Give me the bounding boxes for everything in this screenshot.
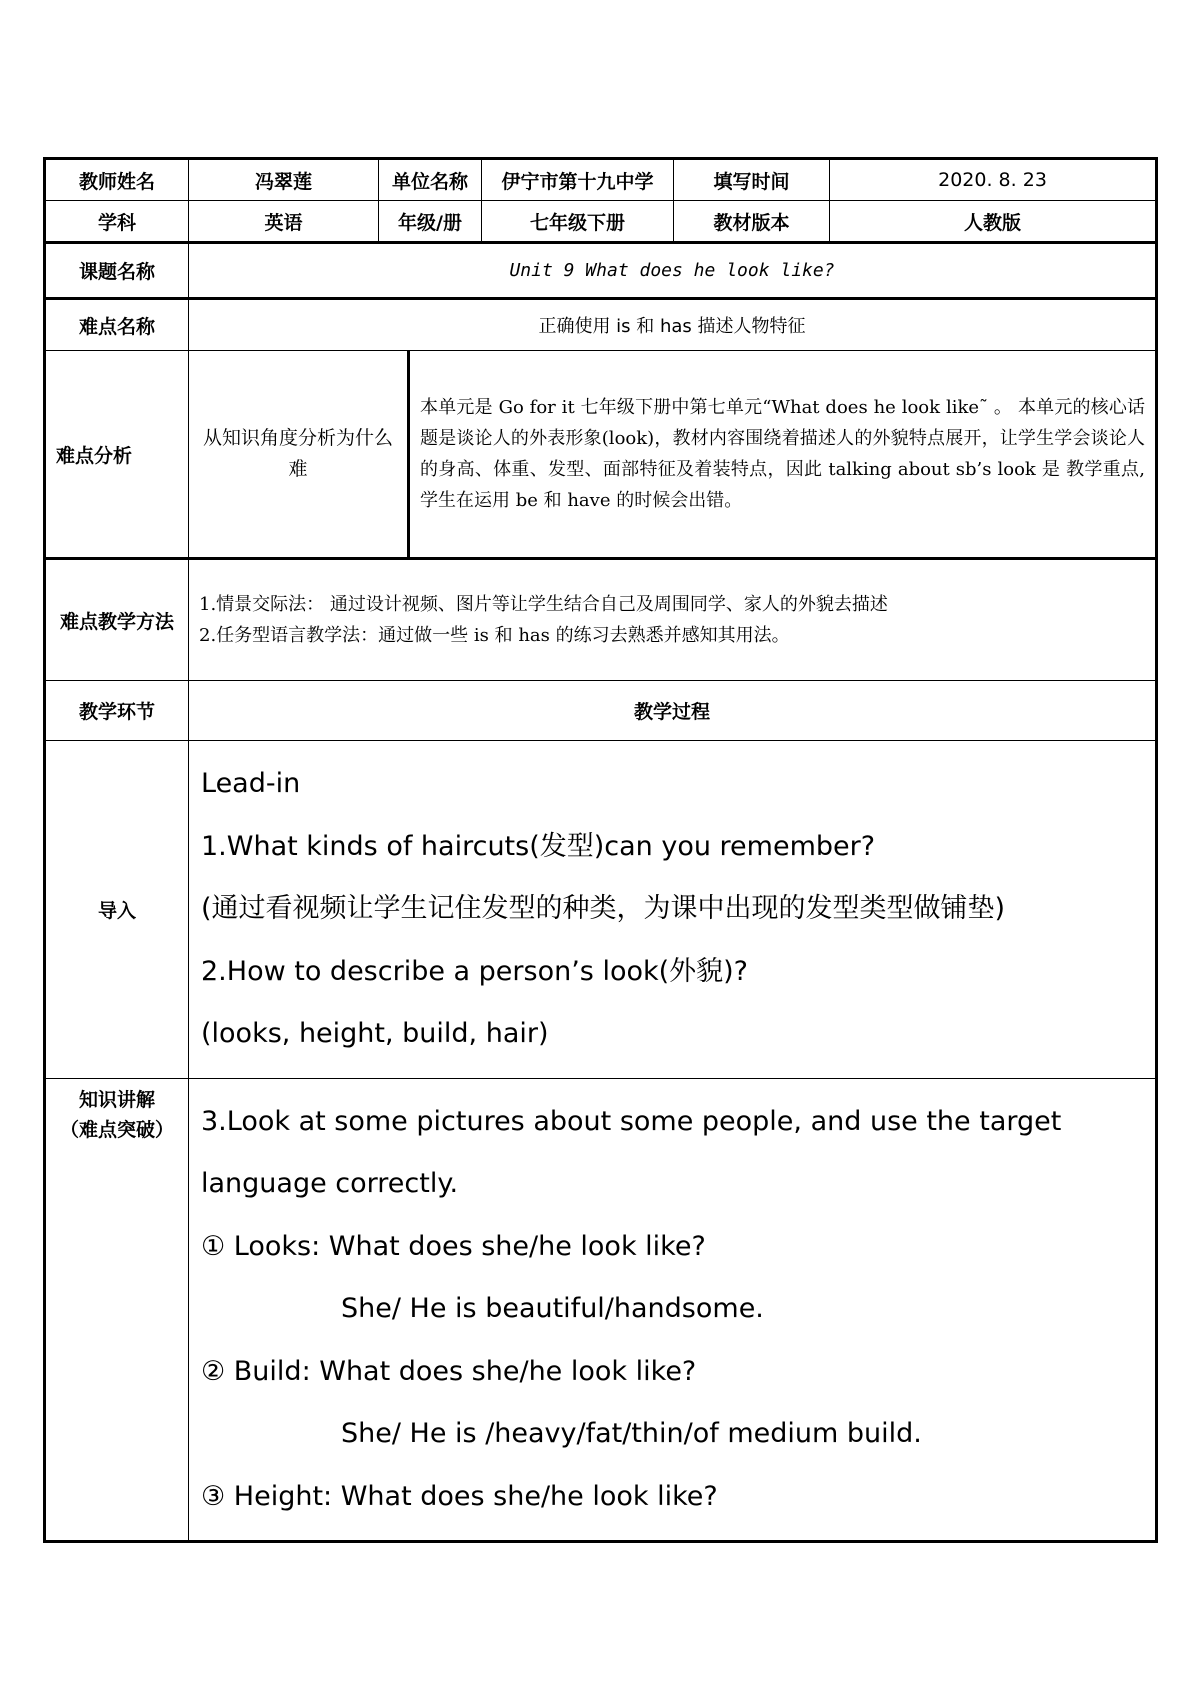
analysis-label: 难点分析 [45, 351, 189, 559]
edition-label: 教材版本 [674, 201, 830, 243]
intro-label-text: 导入 [97, 899, 136, 922]
grade-label: 年级/册 [379, 201, 482, 243]
intro-line-2: 1.What kinds of haircuts(发型)can you remember? [201, 830, 876, 862]
knowledge-line-1: 3.Look at some pictures about some people, and use the target [201, 1105, 1062, 1137]
topic-value: Unit 9 What does he look like? [189, 243, 1157, 299]
fill-date-value: 2020. 8. 23 [830, 159, 1157, 201]
unit-name-label: 单位名称 [379, 159, 482, 201]
edition-value: 人教版 [830, 201, 1157, 243]
intro-line-1: Lead-in [201, 768, 301, 799]
teacher-name-value: 冯翠莲 [189, 159, 379, 201]
stage-header-label: 教学环节 [45, 681, 189, 741]
knowledge-content [189, 1078, 1157, 1542]
difficulty-value: 正确使用 is 和 has 描述人物特征 [189, 299, 1157, 351]
method-label: 难点教学方法 [45, 559, 189, 681]
lesson-plan-table [43, 157, 1155, 1543]
knowledge-line-6: She/ He is /heavy/fat/thin/of medium build. [341, 1418, 922, 1449]
knowledge-label [45, 1078, 189, 1542]
intro-content [189, 741, 1157, 1079]
knowledge-line-2: language correctly. [201, 1168, 459, 1199]
analysis-text: 本单元是 Go for it 七年级下册中第七单元“What does he look like˜ 。 本单元的核心话题是谈论人的外表形象(look)，教材内容围绕着描述人的外貌特点展开，让学生学会谈论人的身高、体重、发型、面部特征及着装特点，因此 talking about sb’s look 是 教学重点,学生在运用 be 和 have 的时候会出错。 [409, 351, 1157, 559]
method-content [189, 559, 1157, 681]
grade-value: 七年级下册 [482, 201, 674, 243]
intro-line-4: 2.How to describe a person’s look(外貌)? [201, 955, 749, 987]
knowledge-line-4: She/ He is beautiful/handsome. [341, 1293, 764, 1324]
subject-value: 英语 [189, 201, 379, 243]
intro-line-3: (通过看视频让学生记住发型的种类，为课中出现的发型类型做铺垫) [201, 893, 1006, 924]
analysis-sub-label: 从知识角度分析为什么难 [189, 351, 409, 559]
teacher-name-label: 教师姓名 [45, 159, 189, 201]
knowledge-label-line-1: 知识讲解 [78, 1088, 155, 1111]
knowledge-line-7: ③ Height: What does she/he look like? [201, 1480, 718, 1512]
process-header-label: 教学过程 [189, 681, 1157, 741]
intro-line-5: (looks, height, build, hair) [201, 1018, 549, 1049]
knowledge-line-3: ① Looks: What does she/he look like? [201, 1230, 706, 1262]
unit-name-value: 伊宁市第十九中学 [482, 159, 674, 201]
fill-date-label: 填写时间 [674, 159, 830, 201]
subject-label: 学科 [45, 201, 189, 243]
method-line-1: 1.情景交际法： 通过设计视频、图片等让学生结合自己及周围同学、家人的外貌去描述 [199, 594, 888, 615]
knowledge-line-5: ② Build: What does she/he look like? [201, 1355, 697, 1387]
topic-label: 课题名称 [45, 243, 189, 299]
intro-label [45, 741, 189, 1079]
method-line-2: 2.任务型语言教学法：通过做一些 is 和 has 的练习去熟悉并感知其用法。 [199, 625, 790, 646]
difficulty-label: 难点名称 [45, 299, 189, 351]
knowledge-label-line-2: （难点突破） [59, 1118, 174, 1141]
